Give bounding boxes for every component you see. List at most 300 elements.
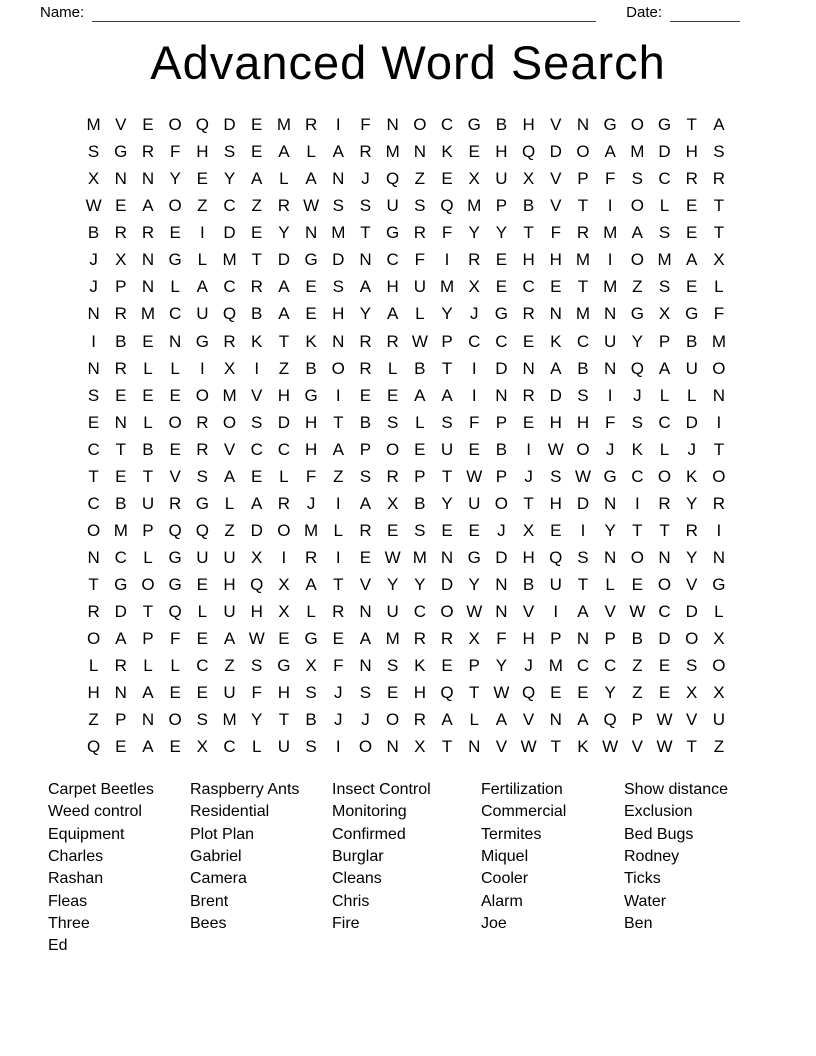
grid-letter: M [86, 115, 101, 134]
grid-letter: C [576, 331, 590, 351]
grid-letter: D [332, 250, 345, 270]
grid-letter: T [686, 737, 697, 757]
grid-letter: J [361, 169, 370, 189]
grid-letter: M [304, 520, 319, 540]
grid-letter: H [576, 412, 590, 432]
grid-letter: L [686, 385, 697, 405]
grid-letter: T [577, 196, 589, 216]
grid-letter: N [141, 169, 155, 189]
grid-letter: E [169, 223, 181, 243]
grid-letter: J [633, 385, 642, 405]
grid-letter: E [686, 223, 698, 243]
grid-letter: P [550, 629, 562, 649]
grid-letter: E [631, 575, 644, 595]
grid-letter: E [550, 277, 562, 297]
grid-letter: M [276, 115, 291, 134]
grid-letter: J [89, 277, 98, 297]
grid-letter: S [196, 466, 209, 486]
grid-letter: E [386, 683, 399, 703]
grid-letter: H [386, 277, 399, 297]
grid-letter: W [656, 737, 673, 757]
grid-letter: V [522, 602, 535, 622]
grid-letter: I [607, 385, 613, 405]
grid-letter: A [658, 358, 671, 378]
grid-letter: C [114, 548, 127, 567]
grid-letter: C [495, 331, 508, 351]
grid-letter: F [305, 466, 317, 486]
grid-letter: T [142, 602, 154, 622]
grid-letter: U [712, 710, 726, 730]
grid-letter: I [580, 520, 586, 540]
grid-letter: M [222, 250, 237, 270]
grid-letter: R [114, 656, 127, 676]
grid-letter: O [358, 737, 373, 757]
grid-letter: G [603, 466, 617, 486]
grid-letter: A [604, 142, 616, 162]
grid-row [80, 219, 733, 246]
grid-letter: L [143, 412, 153, 432]
grid-letter: L [224, 493, 235, 513]
grid-letter: I [526, 439, 531, 459]
word-item: Fertilization [481, 781, 563, 798]
grid-letter: E [441, 520, 453, 540]
grid-letter: O [630, 250, 644, 270]
grid-letter: W [384, 548, 401, 567]
grid-letter: T [278, 331, 290, 351]
grid-letter: C [87, 493, 100, 513]
grid-letter: O [168, 115, 182, 134]
grid-letter: M [711, 331, 726, 351]
grid-letter: A [686, 250, 698, 270]
grid-row [80, 138, 733, 165]
grid-letter: R [576, 223, 590, 243]
grid-letter: P [495, 466, 508, 486]
grid-letter: N [114, 683, 127, 703]
grid-letter: Y [686, 548, 698, 567]
grid-letter: A [441, 385, 453, 405]
grid-letter: G [494, 304, 509, 324]
grid-letter: P [414, 466, 426, 486]
grid-letter: G [630, 304, 644, 324]
grid-letter: C [658, 412, 671, 432]
grid-letter: S [414, 520, 426, 540]
grid-letter: D [495, 358, 508, 378]
grid-letter: C [413, 602, 426, 622]
grid-letter: T [577, 575, 589, 595]
grid-letter: N [141, 710, 155, 730]
grid-letter: A [305, 575, 317, 595]
grid-letter: N [495, 602, 508, 622]
grid-letter: J [469, 304, 479, 324]
grid-letter: B [87, 223, 100, 243]
grid-letter: N [386, 115, 399, 134]
grid-letter: K [550, 331, 562, 351]
grid-row [80, 598, 733, 625]
grid-letter: O [168, 710, 182, 730]
grid-letter: D [576, 493, 590, 513]
word-item: Carpet Beetles [48, 781, 154, 798]
grid-letter: E [522, 412, 535, 432]
grid-row [80, 192, 733, 219]
grid-letter: R [386, 331, 399, 351]
grid-row [80, 355, 733, 382]
grid-letter: G [467, 115, 481, 134]
grid-letter: D [685, 412, 698, 432]
grid-letter: H [304, 412, 318, 432]
grid-letter: L [415, 412, 425, 432]
grid-letter: E [386, 385, 399, 405]
grid-letter: N [359, 656, 372, 676]
grid-row [80, 273, 733, 300]
grid-letter: E [196, 629, 209, 649]
grid-letter: N [332, 169, 345, 189]
grid-letter: G [168, 575, 182, 595]
word-item: Cleans [332, 870, 382, 888]
grid-row [80, 409, 733, 436]
grid-letter: Y [223, 169, 236, 189]
word-item: Joe [481, 915, 507, 933]
grid-letter: S [332, 277, 344, 297]
grid-letter: W [466, 602, 483, 622]
grid-letter: T [632, 520, 643, 540]
grid-letter: Y [686, 493, 698, 513]
grid-letter: A [577, 602, 589, 622]
grid-letter: X [468, 629, 480, 649]
grid-letter: S [223, 142, 236, 162]
grid-letter: Z [251, 196, 262, 216]
grid-letter: S [251, 656, 263, 676]
word-item: Three [48, 915, 90, 933]
word-list-column [332, 779, 481, 958]
grid-letter: E [522, 331, 535, 351]
grid-letter: G [603, 115, 617, 134]
grid-letter: E [495, 277, 508, 297]
grid-letter: C [223, 277, 236, 297]
grid-letter: F [604, 169, 616, 189]
grid-letter: E [251, 223, 263, 243]
grid-letter: Y [278, 223, 290, 243]
grid-letter: L [605, 575, 615, 595]
grid-letter: A [332, 142, 344, 162]
word-item: Water [624, 892, 667, 910]
grid-letter: I [634, 493, 640, 513]
grid-letter: U [196, 304, 209, 324]
grid-letter: A [631, 223, 644, 243]
grid-letter: J [524, 466, 533, 486]
grid-letter: F [441, 223, 453, 243]
grid-letter: T [251, 250, 262, 270]
grid-letter: B [305, 710, 317, 730]
grid-letter: U [277, 737, 291, 757]
grid-letter: E [251, 142, 263, 162]
grid-letter: L [143, 358, 153, 378]
grid-letter: K [414, 656, 426, 676]
grid-letter: P [142, 520, 154, 540]
grid-letter: S [658, 223, 671, 243]
grid-letter: O [168, 196, 182, 216]
grid-letter: Z [713, 737, 725, 757]
grid-letter: Z [414, 169, 426, 189]
grid-row [80, 652, 733, 679]
grid-letter: R [87, 602, 100, 622]
grid-letter: K [686, 466, 698, 486]
grid-letter: M [140, 304, 156, 324]
grid-letter: Q [250, 575, 264, 595]
grid-letter: E [686, 277, 698, 297]
grid-letter: V [631, 737, 644, 757]
grid-letter: R [114, 304, 127, 324]
grid-letter: T [713, 223, 725, 243]
grid-letter: R [522, 304, 535, 324]
grid-letter: J [524, 656, 533, 676]
date-label: Date: [626, 4, 662, 21]
grid-letter: A [359, 493, 372, 513]
grid-letter: B [495, 439, 508, 459]
word-item: Monitoring [332, 803, 407, 821]
grid-letter: T [659, 520, 670, 540]
grid-letter: V [686, 575, 698, 595]
grid-letter: E [196, 169, 209, 189]
grid-letter: B [115, 331, 127, 351]
grid-letter: L [143, 548, 153, 567]
grid-letter: I [199, 358, 205, 378]
grid-letter: S [87, 385, 100, 405]
grid-letter: C [658, 169, 671, 189]
grid-letter: F [496, 629, 507, 649]
grid-letter: L [279, 466, 289, 486]
grid-letter: R [359, 358, 372, 378]
grid-letter: Y [468, 575, 480, 595]
grid-letter: A [332, 439, 344, 459]
grid-letter: N [495, 385, 508, 405]
grid-letter: E [441, 656, 453, 676]
grid-letter: H [549, 412, 562, 432]
grid-letter: D [549, 142, 562, 162]
grid-letter: G [467, 548, 481, 567]
word-item: Ticks [624, 870, 661, 888]
grid-row [80, 165, 733, 192]
grid-letter: Q [521, 142, 536, 162]
grid-letter: V [686, 710, 698, 730]
grid-letter: V [550, 115, 562, 134]
grid-letter: L [251, 737, 262, 757]
grid-letter: L [197, 602, 208, 622]
grid-letter: Y [495, 656, 508, 676]
grid-letter: D [658, 142, 671, 162]
grid-letter: I [254, 358, 260, 378]
grid-row [80, 571, 733, 598]
grid-letter: Y [169, 169, 181, 189]
grid-letter: L [333, 520, 344, 540]
grid-letter: A [414, 385, 426, 405]
grid-letter: O [222, 412, 237, 432]
grid-letter: E [169, 385, 181, 405]
grid-letter: C [223, 196, 236, 216]
word-item: Fleas [48, 892, 88, 910]
word-item: Bees [190, 915, 227, 933]
grid-letter: E [577, 683, 589, 703]
grid-letter: Q [549, 548, 563, 567]
grid-letter: S [686, 656, 698, 676]
grid-letter: I [335, 385, 341, 405]
grid-letter: G [195, 493, 209, 513]
grid-letter: S [359, 466, 372, 486]
grid-letter: W [629, 602, 646, 622]
grid-letter: H [549, 250, 562, 270]
grid-letter: N [658, 548, 671, 567]
grid-letter: K [305, 331, 317, 351]
grid-letter: T [577, 277, 589, 297]
grid-letter: Y [604, 520, 616, 540]
grid-letter: V [251, 385, 263, 405]
grid-letter: B [495, 115, 508, 134]
grid-letter: N [359, 250, 372, 270]
grid-letter: P [658, 331, 671, 351]
grid-letter: P [359, 439, 372, 459]
grid-letter: N [604, 304, 617, 324]
grid-letter: O [277, 520, 291, 540]
grid-letter: C [631, 466, 644, 486]
grid-letter: F [604, 412, 616, 432]
grid-letter: X [386, 493, 399, 513]
grid-letter: A [278, 142, 290, 162]
grid-letter: E [169, 683, 181, 703]
grid-letter: R [658, 493, 671, 513]
grid-letter: U [440, 439, 454, 459]
grid-letter: Y [604, 683, 616, 703]
grid-letter: S [87, 142, 100, 162]
grid-letter: N [141, 250, 155, 270]
grid-letter: Y [495, 223, 508, 243]
grid-letter: L [469, 710, 479, 730]
word-item: Plot Plan [190, 825, 255, 843]
grid-row [80, 490, 733, 517]
grid-letter: A [223, 629, 236, 649]
grid-letter: T [469, 683, 480, 703]
grid-letter: F [169, 629, 181, 649]
grid-letter: N [576, 629, 590, 649]
word-item: Rashan [48, 870, 104, 888]
grid-letter: J [334, 683, 343, 703]
word-item: Burglar [332, 848, 384, 866]
grid-letter: X [251, 548, 263, 567]
grid-letter: J [334, 710, 343, 730]
grid-letter: E [196, 683, 209, 703]
grid-letter: N [386, 737, 399, 757]
grid-letter: M [603, 223, 618, 243]
grid-letter: D [277, 250, 291, 270]
grid-letter: M [575, 250, 591, 270]
grid-letter: S [196, 710, 209, 730]
grid-letter: R [359, 520, 372, 540]
grid-letter: A [115, 629, 127, 649]
grid-letter: L [714, 602, 724, 622]
grid-letter: B [631, 629, 644, 649]
grid-letter: D [277, 412, 291, 432]
grid-letter: C [87, 439, 100, 459]
grid-letter: O [86, 520, 101, 540]
grid-letter: P [495, 196, 508, 216]
grid-letter: I [335, 493, 341, 513]
grid-letter: L [170, 656, 180, 676]
grid-letter: U [468, 493, 481, 513]
grid-letter: N [712, 548, 726, 567]
grid-letter: D [549, 385, 562, 405]
grid-letter: A [251, 169, 263, 189]
grid-letter: Q [168, 520, 182, 540]
grid-letter: K [441, 142, 453, 162]
grid-letter: O [494, 493, 509, 513]
word-item: Chris [332, 892, 370, 910]
grid-letter: O [141, 575, 155, 595]
grid-letter: O [168, 412, 182, 432]
grid-letter: O [413, 115, 427, 134]
grid-letter: F [169, 142, 181, 162]
grid-letter: V [359, 575, 372, 595]
word-item: Ben [624, 915, 653, 933]
word-item: Weed control [48, 803, 142, 821]
grid-letter: M [222, 385, 237, 405]
grid-letter: F [414, 250, 426, 270]
grid-letter: P [604, 629, 616, 649]
grid-letter: U [413, 277, 426, 297]
grid-letter: I [335, 115, 341, 134]
grid-letter: O [331, 358, 345, 378]
grid-letter: M [439, 277, 455, 297]
grid-row [80, 463, 733, 490]
grid-letter: L [659, 196, 670, 216]
grid-letter: J [361, 710, 370, 730]
grid-letter: U [685, 358, 698, 378]
grid-letter: V [550, 169, 562, 189]
grid-letter: O [630, 115, 644, 134]
grid-letter: M [331, 223, 346, 243]
grid-letter: N [468, 737, 481, 757]
grid-letter: J [605, 439, 615, 459]
grid-letter: X [713, 683, 725, 703]
grid-letter: N [604, 358, 617, 378]
grid-letter: O [657, 575, 672, 595]
grid-letter: C [386, 250, 399, 270]
word-item: Raspberry Ants [190, 781, 300, 798]
grid-letter: R [250, 277, 263, 297]
grid-letter: U [386, 196, 399, 216]
grid-letter: I [335, 737, 341, 757]
grid-row [80, 246, 733, 273]
grid-letter: M [548, 656, 563, 676]
grid-letter: Y [631, 331, 644, 351]
grid-letter: L [170, 358, 180, 378]
grid-letter: K [251, 331, 263, 351]
grid-letter: Q [603, 710, 617, 730]
grid-letter: E [550, 683, 562, 703]
grid-letter: C [658, 602, 671, 622]
grid-letter: N [114, 169, 127, 189]
grid-letter: N [87, 358, 100, 378]
grid-letter: N [576, 115, 590, 134]
grid-letter: O [712, 656, 726, 676]
grid-letter: T [278, 710, 290, 730]
grid-letter: S [359, 196, 372, 216]
grid-letter: L [659, 385, 670, 405]
grid-letter: S [631, 412, 644, 432]
grid-row [80, 328, 733, 355]
grid-letter: U [223, 683, 236, 703]
grid-letter: E [468, 142, 480, 162]
grid-letter: H [522, 115, 535, 134]
grid-letter: O [712, 358, 726, 378]
grid-letter: R [141, 223, 155, 243]
